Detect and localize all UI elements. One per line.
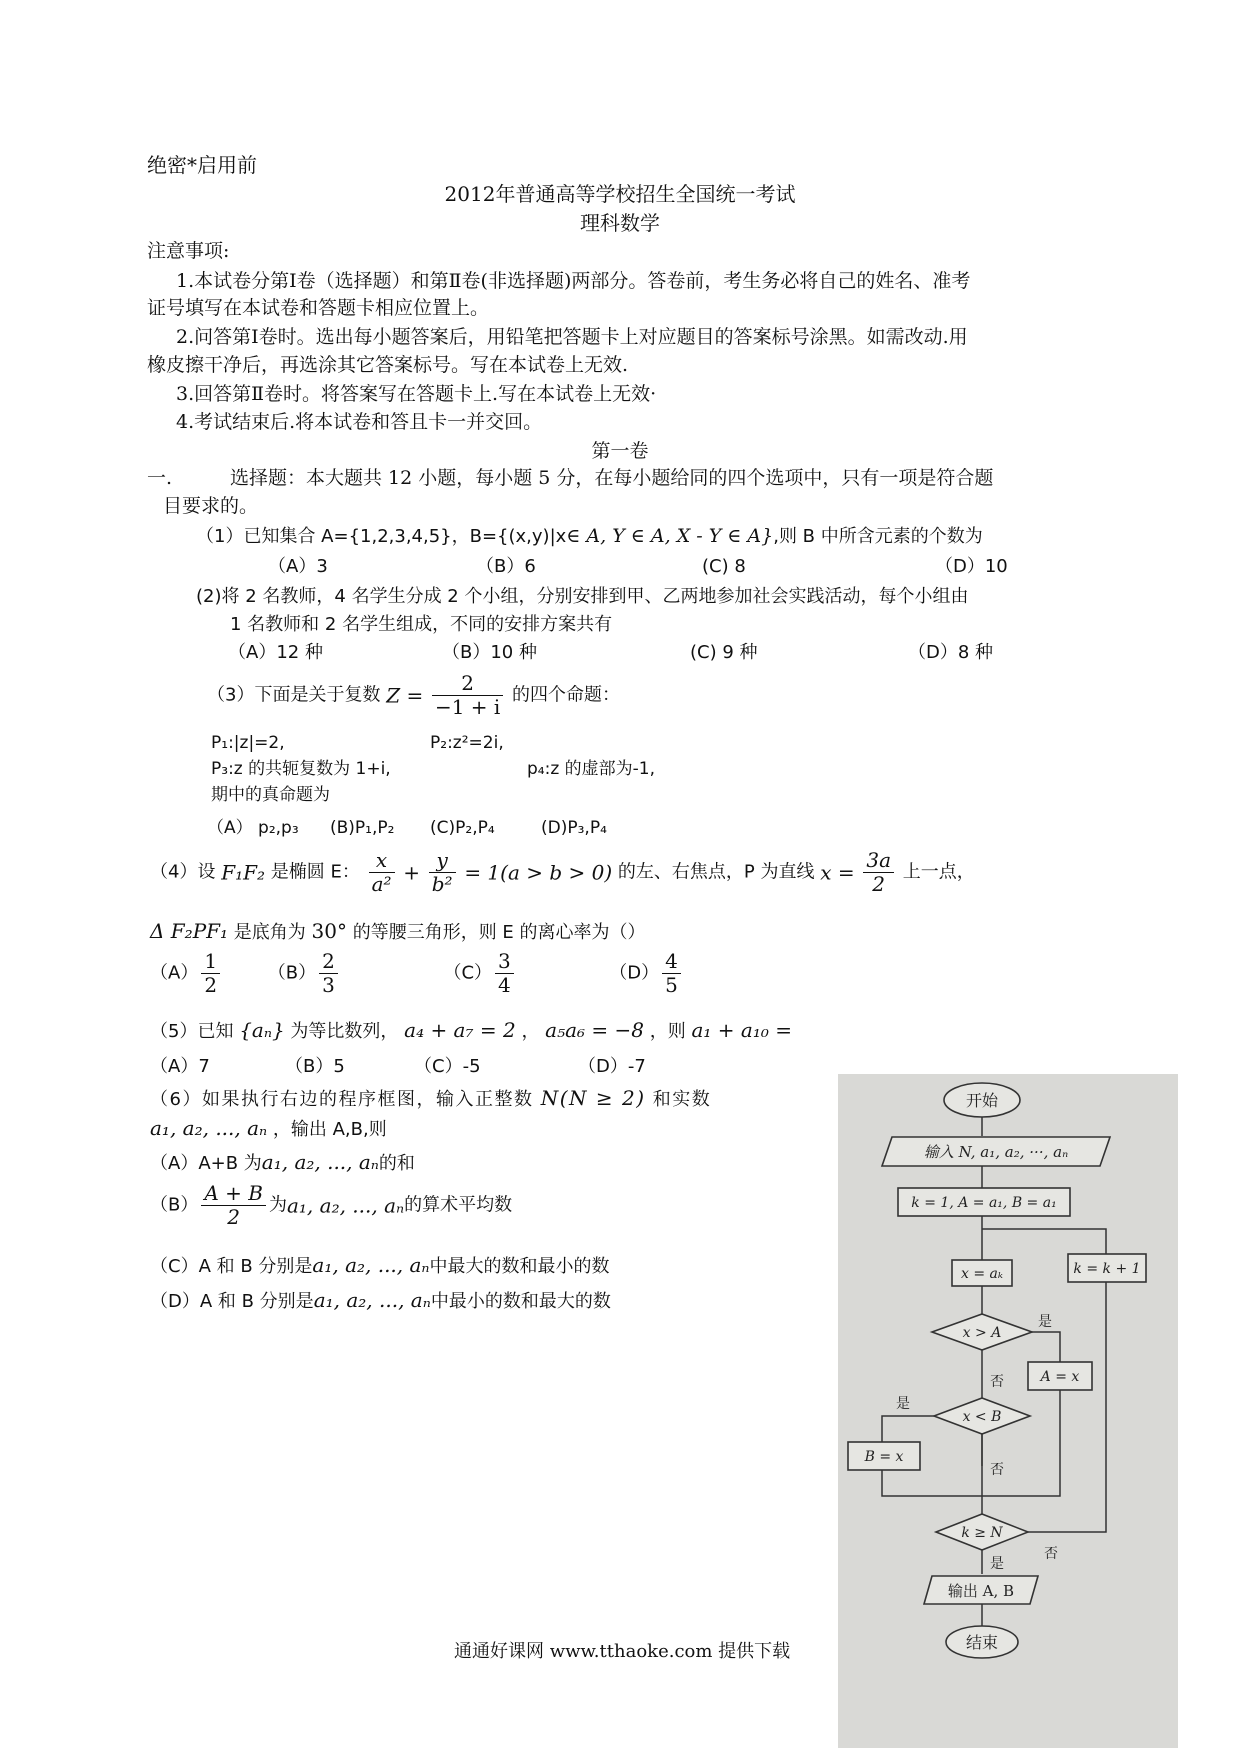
footer-credit: 通通好课网 www.tthaoke.com 提供下载 (454, 1641, 791, 1662)
flowchart-start-label: 开始 (965, 1091, 999, 1110)
q4-y-num: y (429, 849, 456, 873)
q3-z: Z = (386, 683, 424, 708)
section-intro: 目要求的。 (163, 495, 259, 517)
q6-n: N(N ≥ 2) (540, 1086, 646, 1110)
q4-line-x: x = (820, 860, 855, 885)
q5-comma: ， (521, 1021, 540, 1042)
q6-text: ，输出 A,B,则 (272, 1119, 387, 1140)
question-5 (150, 1018, 792, 1043)
q6-option-d: （D）A 和 B 分别是a₁, a₂, ..., aₙ中最小的数和最大的数 (150, 1288, 611, 1312)
q6-option-c: （C）A 和 B 分别是a₁, a₂, ..., aₙ中最大的数和最小的数 (150, 1253, 610, 1277)
q4-ellipse-label: 是椭圆 E： (270, 861, 360, 883)
flowchart-no-2: 否 (990, 1462, 1004, 1478)
q1-option-a: （A）3 (268, 556, 328, 577)
q1-option-d: （D）10 (935, 556, 1008, 577)
q4-equation: = 1(a > b > 0) (464, 860, 613, 885)
q4-y-den: b² (431, 872, 453, 896)
q3-fraction (432, 672, 503, 719)
q3-numerator: 2 (432, 672, 503, 696)
q3-option-d: (D)P₃,P₄ (541, 818, 607, 838)
question-6 (150, 1086, 711, 1111)
flowchart-no-1: 否 (990, 1374, 1004, 1390)
q4-text: 的等腰三角形，则 E 的离心率为（） (352, 922, 646, 943)
q5-eq1: a₄ + a₇ = 2 (404, 1018, 516, 1042)
confidential-label: 绝密*启用前 (147, 153, 257, 177)
flowchart-condition-2-label: x < B (962, 1409, 1002, 1425)
q3-option-b: (B)P₁,P₂ (330, 818, 395, 838)
q1-option-c: (C) 8 (702, 556, 746, 577)
flowchart-assign-label: x = aₖ (961, 1266, 1003, 1282)
q5-option-c: （C）-5 (414, 1056, 481, 1077)
q4-foci: F₁F₂ (221, 860, 265, 885)
note-line: 4.考试结束后.将本试卷和答且卡一并交回。 (176, 411, 543, 433)
flowchart-set-b-label: B = x (864, 1449, 904, 1465)
q4-x-num: x (369, 849, 395, 873)
note-line: 1.本试卷分第Ⅰ卷（选择题）和第Ⅱ卷(非选择题)两部分。答卷前，考生务必将自己的姓名、准考 (176, 270, 971, 292)
q4-end: 上一点， (902, 861, 975, 883)
q4-plus: + (403, 860, 421, 885)
q6-seq: a₁, a₂, ..., aₙ (150, 1116, 268, 1140)
section-intro: 选择题：本大题共 12 小题，每小题 5 分，在每小题给同的四个选项中，只有一项是符合题 (230, 467, 994, 489)
note-line: 2.问答第Ⅰ卷时。选出每小题答案后，用铅笔把答题卡上对应题目的答案标号涂黑。如需改动.用 (176, 326, 968, 348)
q4-line-fraction (863, 849, 894, 896)
q4-prefix: （4）设 (150, 861, 216, 883)
question-2: (2)将 2 名教师，4 名学生分成 2 个小组，分别安排到甲、乙两地参加社会实践活动，每个小组由 (196, 586, 969, 607)
q4-text: 是底角为 (233, 922, 306, 943)
q4-x-den: a² (371, 872, 392, 896)
q1-text: ,则 B 中所含元素的个数为 (773, 526, 983, 547)
q4-options (150, 950, 684, 997)
q5-prefix: （5）已知 (150, 1021, 234, 1042)
notes-heading: 注意事项: (147, 240, 230, 262)
q5-then: ，则 (649, 1021, 686, 1042)
q5-mid: 为等比数列， (290, 1021, 399, 1042)
q3-which: 期中的真命题为 (211, 785, 330, 805)
q4-line-num: 3a (863, 849, 894, 873)
flowchart-increment-label: k = k + 1 (1073, 1261, 1141, 1277)
q3-proposition-4: p₄:z 的虚部为-1, (527, 759, 656, 779)
flowchart-yes-3: 是 (990, 1556, 1004, 1572)
q4-option-a: （A） $\frac{1}{2}$ (150, 950, 262, 997)
note-line: 证号填写在本试卷和答题卡相应位置上。 (147, 297, 490, 319)
q4-triangle: Δ F₂PF₁ (150, 919, 229, 943)
q2-option-b: （B）10 种 (442, 642, 537, 663)
q4-mid: 的左、右焦点，P 为直线 (617, 861, 815, 883)
q3-proposition-1: P₁:|z|=2, (211, 733, 285, 753)
q6-text: （6）如果执行右边的程序框图，输入正整数 (150, 1089, 534, 1110)
question-4 (150, 849, 975, 896)
q3-option-a: （A） p₂,p₃ (207, 818, 299, 838)
question-6-cont (150, 1116, 387, 1141)
q1-set-condition: ∈ A, Y ∈ A, X - Y ∈ A} (566, 525, 774, 547)
q2-option-c: (C) 9 种 (690, 642, 758, 663)
flowchart-output-label: 输出 A, B (947, 1582, 1015, 1600)
q6-text: 和实数 (652, 1089, 712, 1110)
q5-option-d: （D）-7 (578, 1056, 646, 1077)
flowchart-condition-3-label: k ≥ N (961, 1525, 1003, 1541)
q4-option-d: （D） $\frac{4}{5}$ (609, 950, 684, 997)
flowchart-input-label: 输入 N, a₁, a₂, ···, aₙ (923, 1143, 1069, 1161)
q2-option-a: （A）12 种 (228, 642, 323, 663)
q5-option-b: （B）5 (285, 1056, 345, 1077)
q1-option-b: （B）6 (476, 556, 536, 577)
flowchart-set-a-label: A = x (1040, 1369, 1080, 1385)
q3-option-c: (C)P₂,P₄ (430, 818, 495, 838)
question-4-cont (150, 919, 646, 944)
flowchart-yes-1: 是 (1038, 1314, 1052, 1330)
q5-option-a: （A）7 (150, 1056, 210, 1077)
flowchart-no-3: 否 (1044, 1546, 1058, 1562)
q5-eq2: a₅a₆ = −8 (545, 1018, 645, 1042)
q4-x-fraction (369, 849, 395, 896)
question-1 (196, 525, 983, 548)
question-2-cont: 1 名教师和 2 名学生组成，不同的安排方案共有 (230, 614, 613, 635)
note-line: 橡皮擦干净后，再选涂其它答案标号。写在本试卷上无效. (147, 354, 629, 376)
q4-line-den: 2 (872, 872, 886, 896)
q3-proposition-3: P₃:z 的共轭复数为 1+i, (211, 759, 391, 779)
q2-option-d: （D）8 种 (908, 642, 994, 663)
flowchart-condition-1-label: x > A (962, 1325, 1002, 1341)
q3-suffix: 的四个命题： (512, 684, 621, 706)
q4-y-fraction (429, 849, 456, 896)
section-title: 第一卷 (591, 440, 649, 462)
exam-title: 2012年普通高等学校招生全国统一考试 (444, 182, 796, 206)
q4-option-c: （C） $\frac{3}{4}$ (443, 950, 603, 997)
q4-option-b: （B） $\frac{2}{3}$ (268, 950, 438, 997)
note-line: 3.回答第Ⅱ卷时。将答案写在答题卡上.写在本试卷上无效· (176, 383, 657, 405)
q6-option-b: （B） $\frac{A + B}{2}$ 为a₁, a₂, ..., aₙ的算术平均数 (150, 1181, 513, 1229)
section-number: 一. (147, 467, 173, 489)
q3-proposition-2: P₂:z²=2i, (430, 733, 504, 753)
q4-angle: 30° (311, 919, 347, 943)
flowchart-end-label: 结束 (965, 1633, 999, 1652)
q1-text: （1）已知集合 A={1,2,3,4,5}，B={(x,y)|x (196, 526, 567, 547)
flowchart-init-label: k = 1, A = a₁, B = a₁ (911, 1195, 1057, 1211)
question-3 (207, 672, 620, 719)
q6-option-a: （A）A+B 为a₁, a₂, ..., aₙ的和 (150, 1150, 415, 1174)
q5-sequence: {aₙ} (239, 1018, 285, 1042)
exam-subtitle: 理科数学 (580, 211, 660, 235)
q5-ask: a₁ + a₁₀ = (691, 1018, 792, 1042)
q3-prefix: （3）下面是关于复数 (207, 684, 381, 706)
flowchart-image (838, 1074, 1178, 1748)
flowchart-yes-2: 是 (896, 1396, 910, 1412)
q3-denominator: −1 + i (434, 695, 501, 719)
